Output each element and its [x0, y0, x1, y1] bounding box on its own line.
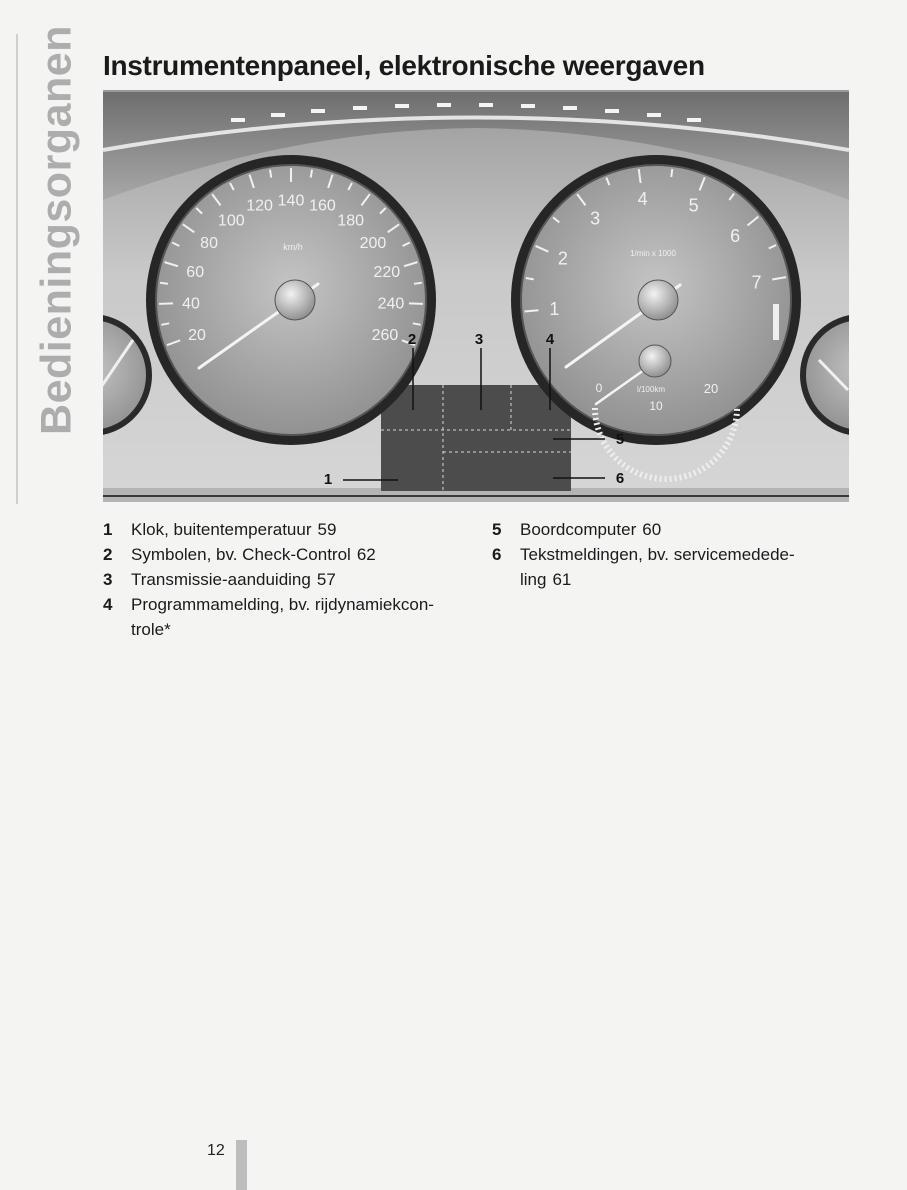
- legend-item-number: 6: [492, 545, 502, 564]
- speedometer-tick-label: 160: [309, 197, 336, 215]
- tachometer-tick-label: 7: [751, 272, 762, 293]
- legend-item-number: 3: [103, 570, 113, 589]
- legend-item-page-ref: 57: [316, 570, 336, 589]
- instrument-cluster-figure: [103, 90, 849, 502]
- speedometer-tick-mark: [270, 170, 271, 178]
- consumption-tick-0: 0: [595, 381, 603, 395]
- page-number-bar: [236, 1140, 247, 1190]
- legend-item-page-ref: 60: [642, 520, 662, 539]
- speedometer-tick-label: 80: [200, 235, 218, 253]
- tachometer-tick-label: 4: [637, 189, 648, 210]
- legend-right-column: [492, 517, 832, 592]
- callout-1: 1: [323, 471, 333, 488]
- legend-item-text: Boordcomputer: [520, 520, 637, 539]
- redline-marker: [773, 304, 779, 340]
- speedometer-tick-label: 260: [371, 326, 399, 344]
- tachometer-tick-label: 6: [730, 225, 741, 246]
- legend-item: [103, 592, 463, 642]
- callout-6: 6: [615, 470, 625, 487]
- legend-item: [492, 517, 832, 542]
- legend-item: [103, 542, 463, 567]
- callout-4: 4: [545, 331, 555, 348]
- tachometer-tick-label: 2: [557, 248, 568, 269]
- speedometer-tick-label: 200: [359, 235, 387, 253]
- speedometer-tick-label: 140: [277, 192, 305, 210]
- legend-item-page-ref: 61: [552, 570, 572, 589]
- speedometer-tick-label: 100: [217, 212, 245, 230]
- page-title: Instrumentenpaneel, elektronische weergaven: [103, 50, 705, 81]
- tachometer-tick-mark: [671, 169, 672, 177]
- speedometer-tick-label: 60: [186, 263, 205, 281]
- speedometer-hub: [275, 280, 315, 320]
- speedometer: [146, 155, 436, 445]
- speedometer-unit: km/h: [283, 242, 303, 252]
- legend-item-text: Tekstmeldingen, bv. servicemedede-ling: [520, 545, 795, 589]
- consumption-unit: l/100km: [636, 385, 666, 394]
- legend-item-text: Klok, buitentemperatuur: [131, 520, 312, 539]
- tachometer-unit: 1/min x 1000: [630, 249, 676, 258]
- speedometer-tick-label: 40: [182, 295, 200, 313]
- legend-item-number: 2: [103, 545, 113, 564]
- tachometer-tick-mark: [526, 278, 534, 279]
- legend-item-text: Symbolen, bv. Check-Control: [131, 545, 351, 564]
- legend-item-number: 5: [492, 520, 502, 539]
- callout-5: 5: [615, 431, 625, 448]
- tachometer-hub: [638, 280, 678, 320]
- legend-item-text: Transmissie-aanduiding: [131, 570, 311, 589]
- legend-item-page-ref: 59: [317, 520, 337, 539]
- legend-item: [103, 517, 463, 542]
- speedometer-tick-label: 180: [337, 212, 365, 230]
- tachometer-tick-label: 1: [549, 299, 560, 320]
- legend-item-text: Programmamelding, bv. rijdynamiekcon-trole*: [131, 595, 434, 639]
- legend-item-number: 1: [103, 520, 113, 539]
- callout-3: 3: [474, 331, 484, 348]
- speedometer-tick-label: 120: [246, 197, 273, 215]
- speedometer-tick-label: 20: [188, 326, 206, 344]
- legend-item: [492, 542, 832, 592]
- speedometer-tick-mark: [414, 283, 422, 284]
- legend-left-column: [103, 517, 463, 642]
- tachometer-tick-label: 3: [590, 208, 601, 229]
- tachometer-tick-mark: [525, 310, 539, 311]
- page-number: 12: [207, 1142, 225, 1159]
- callout-2: 2: [407, 331, 417, 348]
- sidebar-rule: [16, 34, 18, 504]
- central-display: [381, 385, 571, 491]
- tachometer-tick-label: 5: [688, 195, 699, 216]
- consumption-tick-10: 10: [649, 399, 663, 413]
- speedometer-tick-label: 240: [377, 295, 405, 313]
- speedometer-tick-mark: [311, 170, 312, 178]
- sidebar-chapter-title: Bedieningsorganen: [32, 25, 81, 435]
- speedometer-tick-mark: [160, 283, 168, 284]
- consumption-tick-20: 20: [703, 381, 719, 396]
- legend-item-page-ref: 62: [356, 545, 376, 564]
- speedometer-tick-label: 220: [373, 263, 401, 281]
- legend-item-number: 4: [103, 595, 113, 614]
- legend-item: [103, 567, 463, 592]
